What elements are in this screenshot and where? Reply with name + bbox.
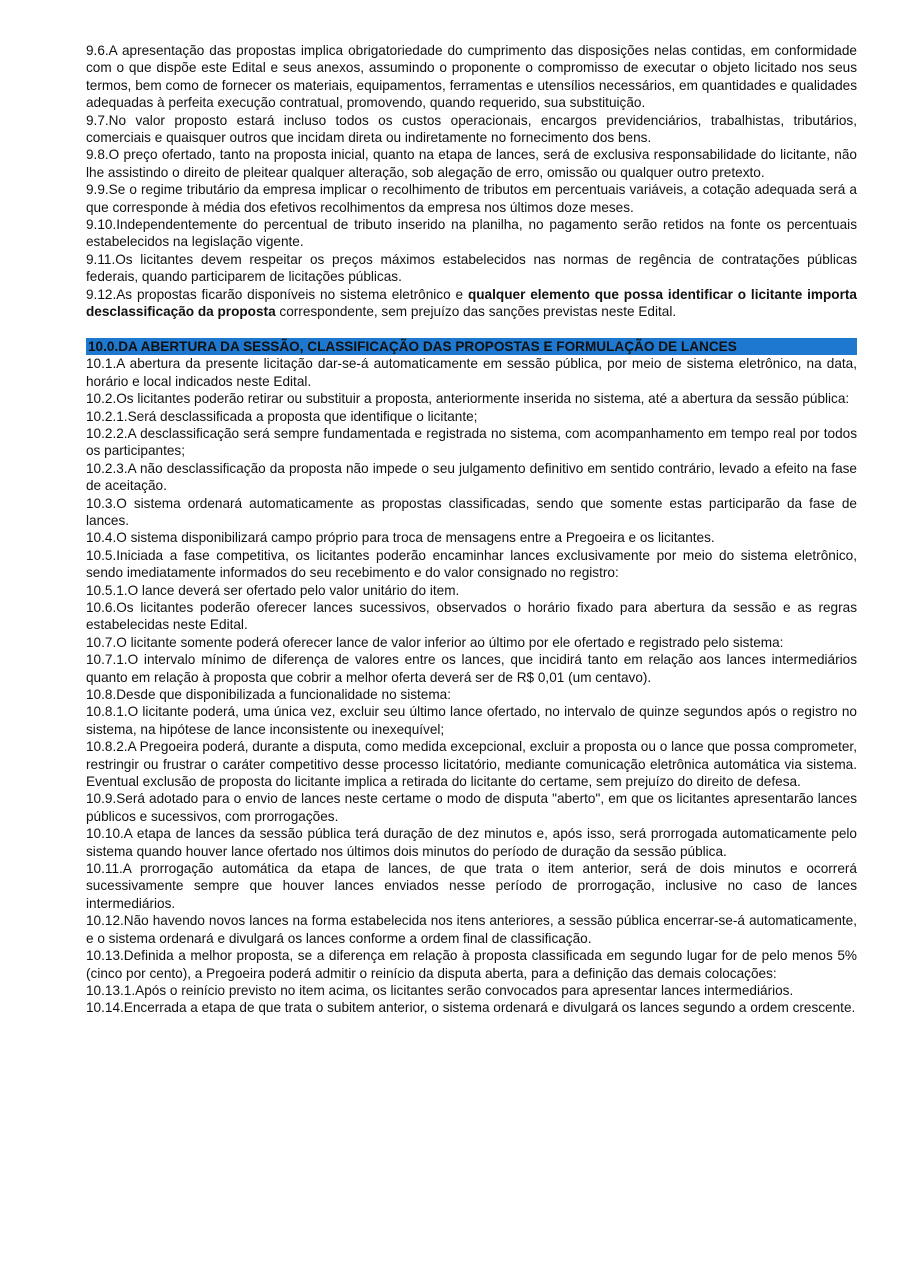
item-9-9: 9.9.Se o regime tributário da empresa implicar o recolhimento de tributos em percentuais variáveis, a cotação adequada será a que corresponde à média dos efetivos recolhimentos da empresa nos últimos doze meses. [86, 182, 857, 215]
section-10-heading: 10.0.DA ABERTURA DA SESSÃO, CLASSIFICAÇÃO DAS PROPOSTAS E FORMULAÇÃO DE LANCES [86, 338, 857, 355]
item-9-8: 9.8.O preço ofertado, tanto na proposta inicial, quanto na etapa de lances, será de exclusiva responsabilidade do licitante, não lhe assistindo o direito de pleitear qualquer alteração, sob alegação de erro, omissão ou qualquer outro pretexto. [86, 147, 857, 180]
item-9-12 [86, 286, 857, 321]
item-9-12-bold: qualquer elemento que possa identificar o licitante importa desclassificação da proposta [86, 286, 857, 320]
item-10-5: 10.5.Iniciada a fase competitiva, os licitantes poderão encaminhar lances exclusivamente por meio do sistema eletrônico, sendo imediatamente informados do seu recebimento e do valor consignado no registro: [86, 547, 857, 581]
item-9-12-suffix: correspondente, sem prejuízo das sanções previstas neste Edital. [275, 304, 677, 320]
item-10-7: 10.7.O licitante somente poderá oferecer lance de valor inferior ao último por ele ofertado e registrado pelo sistema: [86, 634, 784, 650]
item-10-8-2: 10.8.2.A Pregoeira poderá, durante a disputa, como medida excepcional, excluir a proposta ou o lance que possa comprometer, restringir ou frustrar o caráter competitivo desse processo licitatório, mediante comunicação eletrônica automática via sistema. Eventual exclusão de proposta do licitante implica a retirada do licitante do certame, sem prejuízo do direito de defesa. [86, 739, 857, 790]
item-10-8-1: 10.8.1.O licitante poderá, uma única vez, excluir seu último lance ofertado, no intervalo de quinze segundos após o registro no sistema, na hipótese de lance inconsistente ou inexequível; [86, 704, 857, 737]
item-9-10: 9.10.Independentemente do percentual de tributo inserido na planilha, no pagamento serão retidos na fonte os percentuais estabelecidos na legislação vigente. [86, 217, 857, 250]
item-10-8: 10.8.Desde que disponibilizada a funcionalidade no sistema: [86, 687, 452, 703]
item-9-12-prefix: 9.12.As propostas ficarão disponíveis no sistema eletrônico e [86, 286, 468, 302]
item-10-2-1: 10.2.1.Será desclassificada a proposta que identifique o licitante; [86, 408, 478, 424]
document-page [86, 42, 857, 1017]
section-9-items [86, 42, 857, 321]
item-10-10: 10.10.A etapa de lances da sessão pública terá duração de dez minutos e, após isso, será prorrogada automaticamente pelo sistema quando houver lance ofertado nos últimos dois minutos do período de duração da sessão pública. [86, 826, 857, 859]
item-10-11: 10.11.A prorrogação automática da etapa de lances, de que trata o item anterior, será de dois minutos e ocorrerá sucessivamente sempre que houver lances enviados nesse período de prorrogação, inclusive no caso de lances intermediários. [86, 861, 857, 911]
item-9-11: 9.11.Os licitantes devem respeitar os preços máximos estabelecidos nas normas de regência de contratações públicas federais, quando participarem de licitações públicas. [86, 251, 857, 285]
item-10-2-2: 10.2.2.A desclassificação será sempre fundamentada e registrada no sistema, com acompanhamento em tempo real por todos os participantes; [86, 425, 857, 459]
item-10-13-1: 10.13.1.Após o reinício previsto no item acima, os licitantes serão convocados para apresentar lances intermediários. [86, 982, 794, 998]
item-10-4: 10.4.O sistema disponibilizará campo próprio para troca de mensagens entre a Pregoeira e os licitantes. [86, 530, 715, 546]
item-10-9: 10.9.Será adotado para o envio de lances neste certame o modo de disputa "aberto", em que os licitantes apresentarão lances públicos e sucessivos, com prorrogações. [86, 791, 857, 824]
item-10-12: 10.12.Não havendo novos lances na forma estabelecida nos itens anteriores, a sessão pública encerrar-se-á automaticamente, e o sistema ordenará e divulgará os lances conforme a ordem final de classificação. [86, 913, 857, 946]
item-10-13: 10.13.Definida a melhor proposta, se a diferença em relação à proposta classificada em segundo lugar for de pelo menos 5% (cinco por cento), a Pregoeira poderá admitir o reinício da disputa aberta, para a definição das demais colocações: [86, 948, 857, 981]
item-10-14: 10.14.Encerrada a etapa de que trata o subitem anterior, o sistema ordenará e divulgará os lances segundo a ordem crescente. [86, 1000, 856, 1016]
item-10-1: 10.1.A abertura da presente licitação dar-se-á automaticamente em sessão pública, por meio de sistema eletrônico, na data, horário e local indicados neste Edital. [86, 356, 857, 389]
item-10-5-1: 10.5.1.O lance deverá ser ofertado pelo valor unitário do item. [86, 582, 460, 598]
item-9-6: 9.6.A apresentação das propostas implica obrigatoriedade do cumprimento das disposições nelas contidas, em conformidade com o que dispõe este Edital e seus anexos, assumindo o proponente o compromisso de executar o objeto licitado nos seus termos, bem como de fornecer os materiais, equipamentos, ferramentas e utensílios necessários, em quantidades e qualidades adequadas à perfeita execução contratual, promovendo, quando requerido, sua substituição. [86, 43, 857, 111]
section-10-items [86, 355, 857, 1016]
item-9-7: 9.7.No valor proposto estará incluso todos os custos operacionais, encargos previdenciários, trabalhistas, tributários, comerciais e quaisquer outros que incidam direta ou indiretamente no fornecimento dos bens. [86, 112, 857, 146]
item-10-2-3: 10.2.3.A não desclassificação da proposta não impede o seu julgamento definitivo em sentido contrário, levado a efeito na fase de aceitação. [86, 460, 857, 494]
item-10-3: 10.3.O sistema ordenará automaticamente as propostas classificadas, sendo que somente estas participarão da fase de lances. [86, 495, 857, 528]
item-10-7-1: 10.7.1.O intervalo mínimo de diferença de valores entre os lances, que incidirá tanto em relação aos lances intermediários quanto em relação à proposta que cobrir a melhor oferta deverá ser de R$ 0,01 (um centavo). [86, 652, 857, 685]
item-10-2: 10.2.Os licitantes poderão retirar ou substituir a proposta, anteriormente inserida no sistema, até a abertura da sessão pública: [86, 391, 850, 407]
item-10-6: 10.6.Os licitantes poderão oferecer lances sucessivos, observados o horário fixado para abertura da sessão e as regras estabelecidas neste Edital. [86, 599, 857, 633]
